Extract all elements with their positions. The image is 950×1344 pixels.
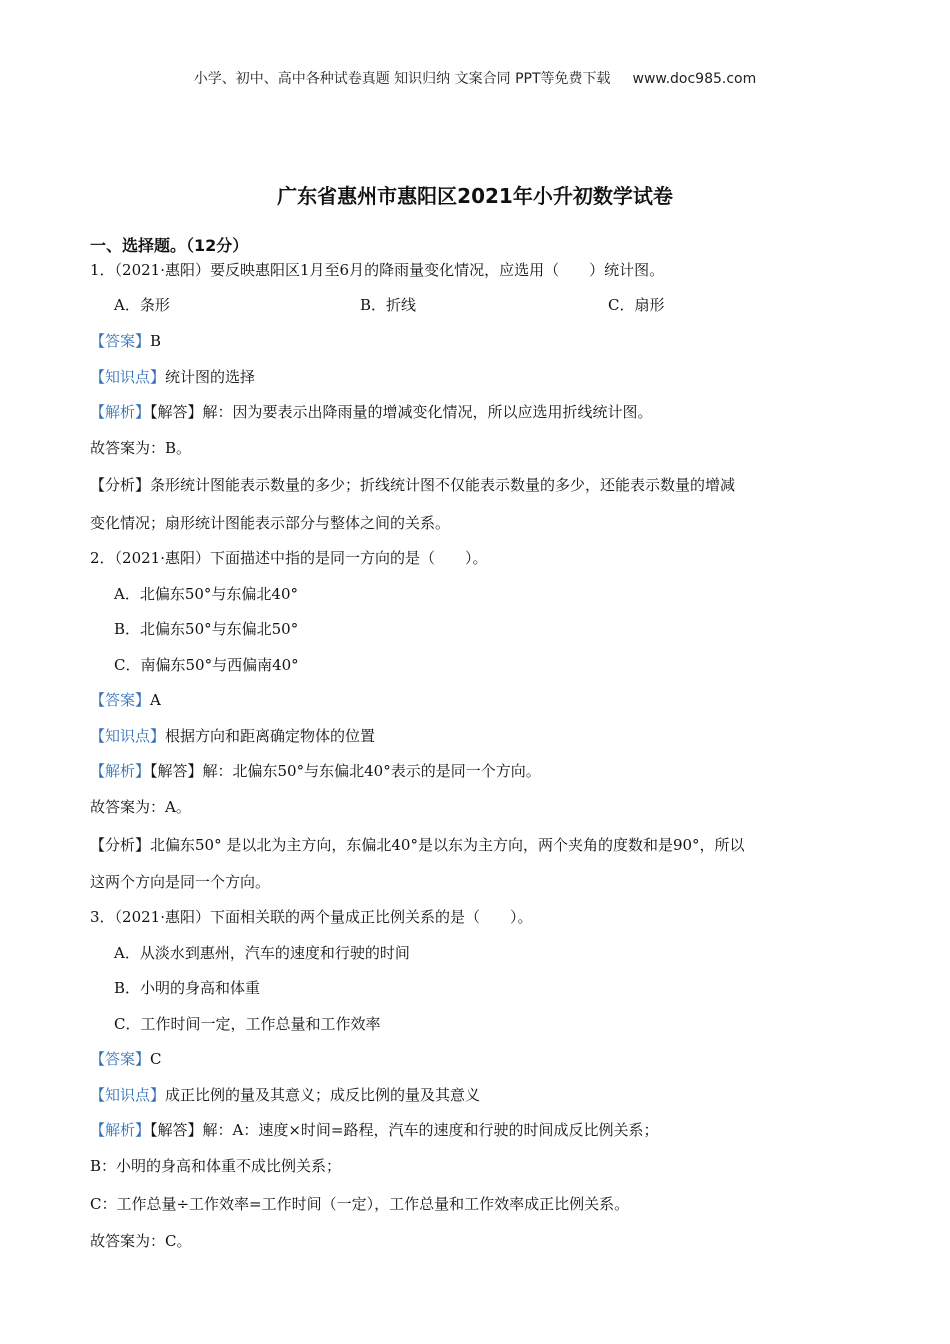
conclusion-line: 故答案为：B。 <box>90 439 192 457</box>
answer-line <box>90 689 161 710</box>
header-site: www.doc985.com <box>632 71 757 87</box>
analysis-line-c: C：工作总量÷工作效率=工作时间（一定），工作总量和工作效率成正比例关系。 <box>90 1195 630 1213</box>
knowledge-value: 统计图的选择 <box>165 368 256 386</box>
knowledge-value: 成正比例的量及其意义；成反比例的量及其意义 <box>165 1086 481 1104</box>
answer-line <box>90 1048 162 1069</box>
answer-line <box>90 330 161 351</box>
answer-tag: 【答案】 <box>90 332 151 350</box>
answer-tag: 【答案】 <box>90 691 151 709</box>
option-a: A．北偏东50°与东偏北40° <box>114 585 299 603</box>
question-3-stem: 3．（2021·惠阳）下面相关联的两个量成正比例关系的是（ ）。 <box>90 908 533 926</box>
analysis-line <box>90 1119 659 1140</box>
note-line-1: 【分析】北偏东50° 是以北为主方向，东偏北40°是以东为主方向，两个夹角的度数和是90°，所以 <box>90 836 745 854</box>
analysis-text: 【解答】解：A：速度×时间=路程，汽车的速度和行驶的时间成反比例关系； <box>150 1121 659 1139</box>
option-a: A．从淡水到惠州，汽车的速度和行驶的时间 <box>114 944 410 962</box>
knowledge-tag: 【知识点】 <box>90 727 166 745</box>
question-1-stem: 1．（2021·惠阳）要反映惠阳区1月至6月的降雨量变化情况，应选用（ ）统计图。 <box>90 261 665 279</box>
answer-tag: 【答案】 <box>90 1050 151 1068</box>
knowledge-line <box>90 1084 480 1105</box>
option-c: C．扇形 <box>608 296 665 314</box>
knowledge-line <box>90 725 375 746</box>
option-b: B．北偏东50°与东偏北50° <box>114 620 299 638</box>
analysis-tag: 【解析】 <box>90 403 151 421</box>
answer-value: C <box>150 1050 162 1068</box>
knowledge-tag: 【知识点】 <box>90 1086 166 1104</box>
option-c: C．工作时间一定，工作总量和工作效率 <box>114 1015 381 1033</box>
knowledge-line <box>90 366 255 387</box>
analysis-line-b: B：小明的身高和体重不成比例关系； <box>90 1157 342 1175</box>
section-heading: 一、选择题。（12分） <box>90 236 249 255</box>
question-2-stem: 2．（2021·惠阳）下面描述中指的是同一方向的是（ ）。 <box>90 549 488 567</box>
knowledge-value: 根据方向和距离确定物体的位置 <box>165 727 376 745</box>
conclusion-line: 故答案为：A。 <box>90 798 191 816</box>
option-b: B．折线 <box>360 296 417 314</box>
option-b: B．小明的身高和体重 <box>114 979 261 997</box>
header-text: 小学、初中、高中各种试卷真题 知识归纳 文案合同 PPT等免费下载 <box>193 71 611 87</box>
conclusion-line: 故答案为：C。 <box>90 1232 192 1250</box>
option-c: C．南偏东50°与西偏南40° <box>114 656 299 674</box>
analysis-line <box>90 760 541 781</box>
note-line-2: 变化情况；扇形统计图能表示部分与整体之间的关系。 <box>90 514 451 532</box>
answer-value: A <box>150 691 161 709</box>
analysis-tag: 【解析】 <box>90 1121 151 1139</box>
analysis-tag: 【解析】 <box>90 762 151 780</box>
analysis-text: 【解答】解：因为要表示出降雨量的增减变化情况，所以应选用折线统计图。 <box>150 403 653 421</box>
answer-value: B <box>150 332 162 350</box>
page-header <box>0 68 950 88</box>
page-title: 广东省惠州市惠阳区2021年小升初数学试卷 <box>277 184 673 208</box>
note-line-2: 这两个方向是同一个方向。 <box>90 873 271 891</box>
analysis-line <box>90 401 653 422</box>
analysis-text: 【解答】解：北偏东50°与东偏北40°表示的是同一个方向。 <box>150 762 541 780</box>
knowledge-tag: 【知识点】 <box>90 368 166 386</box>
note-line-1: 【分析】条形统计图能表示数量的多少；折线统计图不仅能表示数量的多少，还能表示数量的增减 <box>90 476 736 494</box>
option-a: A．条形 <box>114 296 170 314</box>
